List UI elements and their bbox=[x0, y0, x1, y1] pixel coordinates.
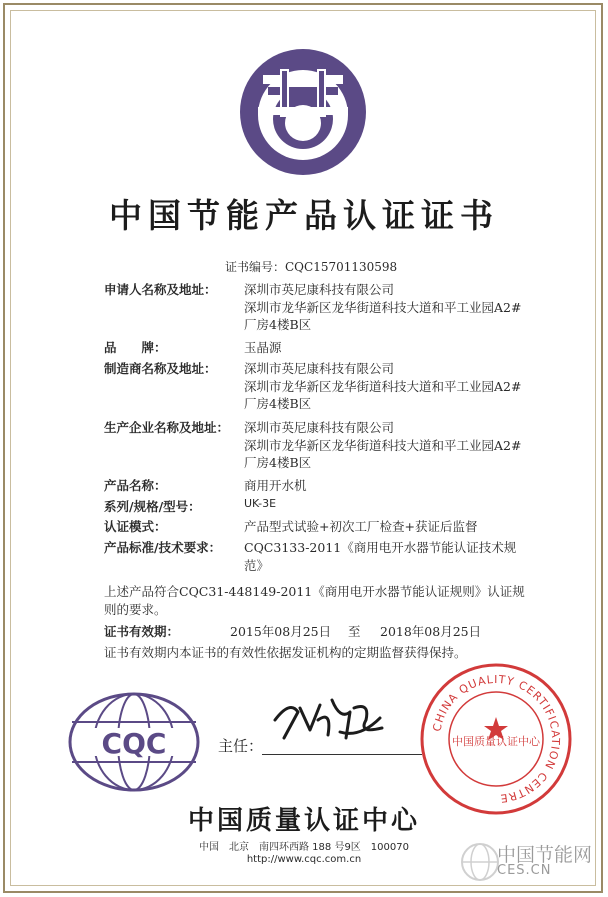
brand-value: 玉晶源 bbox=[244, 340, 282, 355]
energy-saving-emblem-icon bbox=[238, 47, 368, 177]
certificate-title: 中国节能产品认证证书 bbox=[109, 196, 499, 235]
cqc-logo bbox=[68, 692, 200, 792]
issuer-address: 中国 北京 南四环西路 188 号9区 100070 bbox=[199, 842, 409, 853]
applicant-address-line1: 深圳市龙华新区龙华街道科技大道和平工业园A2# bbox=[244, 300, 522, 315]
watermark-text-cn: 中国节能网 bbox=[497, 844, 593, 866]
signature-line bbox=[262, 754, 422, 755]
standard-line2: 范》 bbox=[244, 558, 270, 573]
model-value: UK-3E bbox=[244, 497, 277, 510]
validity-note: 证书有效期内本证书的有效性依据发证机构的定期监督获得保持。 bbox=[104, 645, 467, 660]
validity-from: 2015年08月25日 bbox=[230, 624, 332, 639]
standard-label: 产品标准/技术要求： bbox=[104, 540, 222, 555]
producer-label: 生产企业名称及地址： bbox=[104, 420, 230, 435]
certificate-number: 证书编号：CQC15701130598 bbox=[225, 260, 398, 274]
manufacturer-address-line1: 深圳市龙华新区龙华街道科技大道和平工业园A2# bbox=[244, 379, 522, 394]
issuer-website: http://www.cqc.com.cn bbox=[246, 854, 362, 865]
validity-to-word: 至 bbox=[348, 624, 361, 639]
producer-address-line1: 深圳市龙华新区龙华街道科技大道和平工业园A2# bbox=[244, 438, 522, 453]
product-value: 商用开水机 bbox=[244, 478, 307, 493]
stamp-center-text: 中国质量认证中心 bbox=[452, 735, 540, 748]
statement-line2: 则的要求。 bbox=[104, 602, 167, 617]
stamp-ring-text: CHINA QUALITY CERTIFICATION CENTRE bbox=[430, 672, 563, 805]
director-label: 主任： bbox=[218, 737, 264, 755]
manufacturer-name: 深圳市英尼康科技有限公司 bbox=[244, 361, 395, 376]
handwritten-signature bbox=[270, 690, 390, 750]
manufacturer-label: 制造商名称及地址： bbox=[104, 361, 217, 376]
applicant-address-line2: 厂房4楼B区 bbox=[244, 317, 312, 332]
issuer-name: 中国质量认证中心 bbox=[187, 806, 420, 836]
validity-label: 证书有效期： bbox=[104, 624, 180, 639]
standard-line1: CQC3133-2011《商用电开水器节能认证技术规 bbox=[244, 540, 517, 555]
mode-value: 产品型式试验+初次工厂检查+获证后监督 bbox=[244, 519, 478, 534]
brand-label: 品 牌： bbox=[104, 340, 167, 355]
cqc-globe-icon bbox=[68, 692, 200, 792]
statement-line1: 上述产品符合CQC31-448149-2011《商用电开水器节能认证规则》认证规 bbox=[104, 584, 525, 599]
official-red-stamp bbox=[420, 663, 572, 815]
product-label: 产品名称： bbox=[104, 478, 167, 493]
producer-address-line2: 厂房4楼B区 bbox=[244, 455, 312, 470]
mode-label: 认证模式： bbox=[104, 519, 167, 534]
applicant-label: 申请人名称及地址： bbox=[104, 282, 217, 297]
watermark-text-en: CES.CN bbox=[497, 863, 552, 878]
applicant-name: 深圳市英尼康科技有限公司 bbox=[244, 282, 395, 297]
validity-to: 2018年08月25日 bbox=[380, 624, 482, 639]
cqc-logo-text: CQC bbox=[101, 727, 167, 760]
manufacturer-address-line2: 厂房4楼B区 bbox=[244, 396, 312, 411]
producer-name: 深圳市英尼康科技有限公司 bbox=[244, 420, 395, 435]
model-label: 系列/规格/型号： bbox=[104, 499, 201, 514]
